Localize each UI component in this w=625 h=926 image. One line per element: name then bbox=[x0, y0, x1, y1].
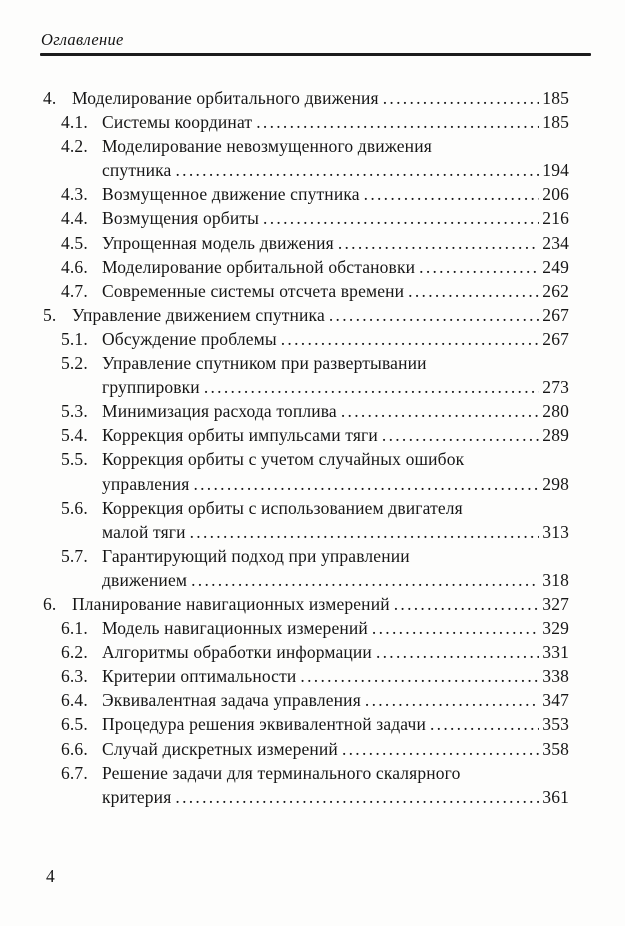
dot-leader bbox=[365, 688, 539, 712]
toc-entry-lastline bbox=[102, 158, 569, 182]
toc-entry-title: Системы координат bbox=[102, 112, 253, 133]
toc-entry-title: Планирование навигационных измерений bbox=[72, 593, 390, 614]
toc-entry-number: 4.7. bbox=[61, 280, 88, 301]
toc-entry-page: 249 bbox=[542, 256, 569, 277]
dot-leader bbox=[281, 327, 540, 351]
toc-entry bbox=[0, 206, 569, 230]
toc-entry-body bbox=[102, 496, 569, 544]
toc-entry-number: 5.4. bbox=[61, 425, 88, 446]
toc-entry-body bbox=[102, 110, 569, 134]
dot-leader bbox=[342, 737, 539, 761]
dot-leader bbox=[338, 231, 539, 255]
toc-entry-body bbox=[102, 544, 569, 592]
toc-entry bbox=[0, 110, 569, 134]
toc-entry-page: 338 bbox=[542, 666, 569, 687]
toc-entry-body bbox=[102, 231, 569, 255]
toc-entry-lastline bbox=[102, 110, 569, 134]
toc-entry bbox=[0, 351, 569, 399]
toc-entry-number: 4.1. bbox=[61, 112, 88, 133]
dot-leader bbox=[193, 472, 539, 496]
toc-entry-title: группировки bbox=[102, 377, 200, 398]
toc-entry-title: Моделирование орбитального движения bbox=[72, 88, 379, 108]
toc-entry-title: Современные системы отсчета времени bbox=[102, 280, 405, 301]
dot-leader bbox=[372, 616, 539, 640]
toc-entry-title: Модель навигационных измерений bbox=[102, 618, 368, 639]
toc-entry-body bbox=[102, 255, 569, 279]
toc-entry-title: Эквивалентная задача управления bbox=[102, 690, 361, 711]
toc-entry-title: Алгоритмы обработки информации bbox=[102, 642, 372, 663]
toc-entry-number: 5.3. bbox=[61, 401, 88, 422]
page-number: 4 bbox=[46, 866, 55, 886]
toc-entry-title: Возмущения орбиты bbox=[102, 208, 260, 229]
toc-entry-line: Коррекция орбиты с использованием двигателя bbox=[102, 497, 463, 518]
toc-entry-number: 6.2. bbox=[61, 642, 88, 663]
toc-entry-body bbox=[102, 182, 569, 206]
toc-entry bbox=[0, 640, 569, 664]
dot-leader bbox=[419, 255, 539, 279]
toc-entry bbox=[0, 423, 569, 447]
dot-leader bbox=[430, 712, 539, 736]
toc-entry-page: 331 bbox=[542, 642, 569, 663]
toc-entry-page: 194 bbox=[542, 160, 569, 181]
dot-leader bbox=[382, 423, 539, 447]
toc-entry-lastline bbox=[102, 279, 569, 303]
toc-entry-lastline bbox=[102, 231, 569, 255]
toc-entry-body bbox=[102, 761, 569, 809]
toc-entry-title: Случай дискретных измерений bbox=[102, 738, 338, 759]
toc-entry-body bbox=[102, 327, 569, 351]
toc-entry-body bbox=[102, 688, 569, 712]
toc-entry-number: 4.4. bbox=[61, 208, 88, 229]
toc-entry-number: 6. bbox=[43, 593, 57, 614]
toc-entry bbox=[0, 399, 569, 423]
toc-entry-page: 353 bbox=[542, 714, 569, 735]
toc-entry-page: 280 bbox=[542, 401, 569, 422]
toc-entry-lastline bbox=[102, 255, 569, 279]
toc-entry-number: 6.4. bbox=[61, 690, 88, 711]
toc-entry-lastline bbox=[102, 206, 569, 230]
toc-entry-number: 5.5. bbox=[61, 449, 88, 470]
toc-entry-number: 6.6. bbox=[61, 738, 88, 759]
toc-entry-page: 313 bbox=[542, 521, 569, 542]
toc-entry bbox=[0, 255, 569, 279]
toc-entry-lastline bbox=[72, 592, 569, 616]
toc-entry-body bbox=[102, 737, 569, 761]
toc-entry-number: 5.6. bbox=[61, 497, 88, 518]
toc-entry bbox=[0, 447, 569, 495]
toc-entry-lastline bbox=[102, 375, 569, 399]
toc-entry-page: 358 bbox=[542, 738, 569, 759]
dot-leader bbox=[175, 158, 539, 182]
toc-entry-title: Упрощенная модель движения bbox=[102, 232, 334, 253]
toc-entry-page: 289 bbox=[542, 425, 569, 446]
toc-entry bbox=[0, 592, 569, 616]
toc-entry-number: 5. bbox=[43, 304, 57, 325]
toc-entry-body bbox=[72, 303, 569, 327]
toc-entry-number: 6.7. bbox=[61, 762, 88, 783]
toc-entry-title: критерия bbox=[102, 786, 172, 807]
dot-leader bbox=[263, 206, 539, 230]
toc-entry-number: 5.7. bbox=[61, 545, 88, 566]
dot-leader bbox=[383, 86, 540, 110]
running-header-title: Оглавление bbox=[41, 30, 124, 49]
toc-entry-page: 216 bbox=[542, 208, 569, 229]
toc-entry bbox=[0, 134, 569, 182]
toc-entry bbox=[0, 182, 569, 206]
toc-entry-title: Управление движением спутника bbox=[72, 304, 325, 325]
toc-entry-lastline bbox=[102, 664, 569, 688]
toc-entry-page: 267 bbox=[542, 304, 569, 325]
toc-entry-lastline bbox=[102, 785, 569, 809]
dot-leader bbox=[376, 640, 539, 664]
toc-entry-number: 4. bbox=[43, 88, 57, 108]
toc-list bbox=[0, 86, 625, 809]
toc-entry-number: 4.6. bbox=[61, 256, 88, 277]
toc-entry-body bbox=[102, 447, 569, 495]
toc-entry-lastline bbox=[102, 737, 569, 761]
toc-entry-number: 4.2. bbox=[61, 136, 88, 157]
header-rule bbox=[40, 53, 591, 56]
toc-entry-page: 318 bbox=[542, 569, 569, 590]
toc-entry-title: Процедура решения эквивалентной задачи bbox=[102, 714, 426, 735]
dot-leader bbox=[204, 375, 539, 399]
toc-entry-lastline bbox=[102, 568, 569, 592]
toc-entry-page: 206 bbox=[542, 184, 569, 205]
toc-entry-lastline bbox=[72, 303, 569, 327]
toc-entry-number: 5.1. bbox=[61, 328, 88, 349]
toc-entry-line: Управление спутником при развертывании bbox=[102, 353, 427, 374]
toc-entry-lastline bbox=[102, 472, 569, 496]
toc-entry-page: 185 bbox=[542, 88, 569, 108]
dot-leader bbox=[190, 520, 540, 544]
toc-entry-body bbox=[102, 423, 569, 447]
toc-entry-line: Гарантирующий подход при управлении bbox=[102, 545, 410, 566]
toc-entry-title: Возмущенное движение спутника bbox=[102, 184, 360, 205]
toc-entry-title: управления bbox=[102, 473, 190, 494]
dot-leader bbox=[408, 279, 539, 303]
toc-entry-lastline bbox=[72, 86, 569, 110]
toc-entry-title: Моделирование орбитальной обстановки bbox=[102, 256, 416, 277]
toc-entry-lastline bbox=[102, 520, 569, 544]
toc-entry-lastline bbox=[102, 712, 569, 736]
dot-leader bbox=[300, 664, 539, 688]
toc-entry-title: Обсуждение проблемы bbox=[102, 328, 277, 349]
dot-leader bbox=[175, 785, 539, 809]
toc-entry-title: движением bbox=[102, 569, 188, 590]
toc-entry-page: 347 bbox=[542, 690, 569, 711]
toc-entry-body bbox=[102, 206, 569, 230]
toc-entry bbox=[0, 279, 569, 303]
dot-leader bbox=[394, 592, 540, 616]
toc-entry-number: 6.1. bbox=[61, 618, 88, 639]
toc-entry-lastline bbox=[102, 640, 569, 664]
toc-entry bbox=[0, 303, 569, 327]
toc-entry-title: Критерии оптимальности bbox=[102, 666, 297, 687]
toc-entry-number: 6.5. bbox=[61, 714, 88, 735]
dot-leader bbox=[329, 303, 539, 327]
toc-entry-body bbox=[102, 399, 569, 423]
toc-entry-number: 5.2. bbox=[61, 353, 88, 374]
toc-entry-title: Коррекция орбиты импульсами тяги bbox=[102, 425, 378, 446]
toc-entry-title: спутника bbox=[102, 160, 172, 181]
toc-entry-page: 298 bbox=[542, 473, 569, 494]
toc-entry-page: 327 bbox=[542, 593, 569, 614]
toc-entry-body bbox=[102, 616, 569, 640]
toc-entry-page: 329 bbox=[542, 618, 569, 639]
toc-entry bbox=[0, 616, 569, 640]
toc-entry-body bbox=[102, 640, 569, 664]
dot-leader bbox=[341, 399, 539, 423]
dot-leader bbox=[364, 182, 540, 206]
toc-entry-page: 267 bbox=[542, 328, 569, 349]
toc-entry bbox=[0, 664, 569, 688]
toc-entry-page: 262 bbox=[542, 280, 569, 301]
toc-entry-lastline bbox=[102, 182, 569, 206]
toc-entry bbox=[0, 231, 569, 255]
toc-entry-number: 4.5. bbox=[61, 232, 88, 253]
toc-entry-number: 6.3. bbox=[61, 666, 88, 687]
toc-entry-body bbox=[102, 279, 569, 303]
toc-entry-line: Коррекция орбиты с учетом случайных ошибок bbox=[102, 449, 465, 470]
dot-leader bbox=[256, 110, 539, 134]
toc-entry-body bbox=[72, 86, 569, 110]
toc-entry-title: Минимизация расхода топлива bbox=[102, 401, 337, 422]
toc-entry bbox=[0, 737, 569, 761]
toc-entry-lastline bbox=[102, 399, 569, 423]
toc-entry-page: 361 bbox=[542, 786, 569, 807]
toc-entry-body bbox=[102, 351, 569, 399]
toc-entry bbox=[0, 688, 569, 712]
toc-entry bbox=[0, 86, 569, 110]
toc-entry bbox=[0, 761, 569, 809]
dot-leader bbox=[191, 568, 539, 592]
toc-entry-body bbox=[102, 664, 569, 688]
toc-entry-page: 273 bbox=[542, 377, 569, 398]
toc-entry-number: 4.3. bbox=[61, 184, 88, 205]
toc-entry bbox=[0, 712, 569, 736]
toc-entry-page: 234 bbox=[542, 232, 569, 253]
toc-entry-lastline bbox=[102, 616, 569, 640]
toc-entry-body bbox=[72, 592, 569, 616]
toc-entry-body bbox=[102, 712, 569, 736]
toc-entry-title: малой тяги bbox=[102, 521, 186, 542]
toc-entry-lastline bbox=[102, 327, 569, 351]
toc-entry bbox=[0, 496, 569, 544]
toc-entry-body bbox=[102, 134, 569, 182]
toc-entry-lastline bbox=[102, 423, 569, 447]
toc-entry-line: Решение задачи для терминального скалярного bbox=[102, 762, 461, 783]
toc-entry bbox=[0, 327, 569, 351]
toc-entry-line: Моделирование невозмущенного движения bbox=[102, 136, 432, 157]
toc-entry-page: 185 bbox=[542, 112, 569, 133]
toc-entry-lastline bbox=[102, 688, 569, 712]
toc-entry bbox=[0, 544, 569, 592]
